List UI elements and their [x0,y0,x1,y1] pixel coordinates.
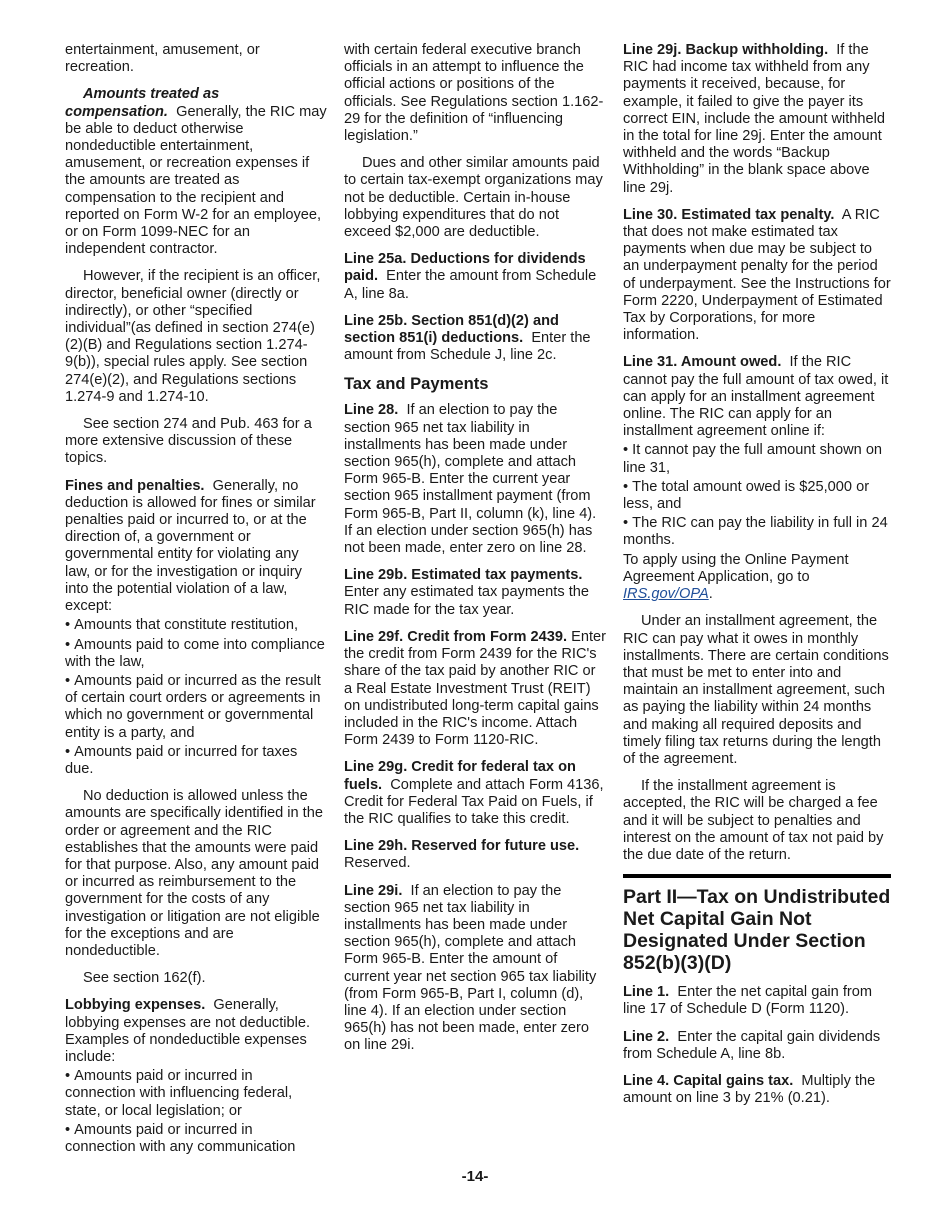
bullet-item: • Amounts that constitute restitution, [65,617,327,634]
line-25a [344,251,606,303]
line-29h-heading: Line 29h. Reserved for future use. [344,838,580,855]
line-28-heading: Line 28. [344,402,399,419]
line-29f [344,629,606,749]
line-25a-body: Enter the amount from Schedule A, line 8a. [344,268,597,302]
fines-heading: Fines and penalties. [65,477,205,494]
amounts-treated-heading: Amounts treated as compensation. [65,86,220,120]
bullet-item: • Amounts paid or incurred in connection with any communication [65,1122,327,1156]
paragraph-however: However, if the recipient is an officer, director, beneficial owner (directly or indirectly), or other “specified individual”(as defined in section 274(e)(2)(B) and Regulations section 1.274-9(b)), special rules apply. See section 274(e)(2), and Regulations sections 1.274-9 and 1.274-10. [65,268,321,405]
bullet-item: • Amounts paid or incurred for taxes due. [65,744,327,778]
amounts-treated-body: Generally, the RIC may be able to deduct otherwise nondeductible entertainment, amusement, or recreation expenses if the amounts are treated as compensation to the recipient and reported on Form W-2 for an employee, or on Form 1099-NEC for an independent contractor. [65,103,327,258]
line-28-body: If an election to pay the section 965 net tax liability in installments has been made under section 965(h), complete and attach Form 965-B. Enter the current year section 965 installment payment (from Form 965-B, Part II, column (k), line 4). If an election under section 965(h) has not been made, enter zero on line 28. [344,402,597,557]
line-29i [344,883,606,1055]
part2-line-4-body: Multiply the amount on line 3 by 21% (0.21). [623,1072,876,1107]
part2-line-1-body: Enter the net capital gain from line 17 of Schedule D (Form 1120). [623,984,873,1018]
part-2-heading: Part II—Tax on Undistributed Net Capital Gain Not Designated Under Section 852(b)(3)(D) [623,886,891,975]
line-25b [344,313,606,365]
line-30 [623,207,891,345]
irs-opa-link[interactable]: IRS.gov/OPA [623,586,709,603]
line-29h [344,838,606,872]
line-29g [344,759,606,828]
line-29f-heading: Line 29f. Credit from Form 2439. [344,628,568,645]
line-29f-body: Enter the credit from Form 2439 for the RIC's share of the tax paid by another RIC or a Real Estate Investment Trust (REIT) on undistributed long-term capital gains included in the RIC's income. Attach Form 2439 to Form 1120-RIC. [344,628,606,749]
amounts-treated-as-compensation [65,86,327,258]
line-25b-body: Enter the amount from Schedule J, line 2c. [344,330,591,364]
line-29g-body: Complete and attach Form 4136, Credit for Federal Tax Paid on Fuels, if the RIC qualifies to take this credit. [344,776,604,827]
line-30-heading: Line 30. Estimated tax penalty. [623,206,835,223]
line-29b [344,567,606,619]
paragraph-see-162: See section 162(f). [83,970,206,987]
fines-body: Generally, no deduction is allowed for fines or similar penalties paid or incurred to, or at the direction of, a government or governmental entity for violating any law, or for the investigation or inquiry into the potential violation of a law, except: [65,477,316,615]
part2-line-2 [623,1029,891,1063]
line-29g-heading: Line 29g. Credit for federal tax on fuels. [344,759,576,793]
line-25b-heading: Line 25b. Section 851(d)(2) and section 851(i) deductions. [344,312,559,347]
section-heading-tax-and-payments: Tax and Payments [344,374,489,394]
page-number: -14- [461,1168,489,1185]
line-28 [344,402,606,557]
paragraph-if-accepted: If the installment agreement is accepted, the RIC will be charged a fee and it will be subject to penalties and interest on the amount of tax not paid by the due date of the return. [623,778,884,863]
bullet-item: • Amounts paid to come into compliance with the law, [65,637,327,671]
line-31-body: If the RIC cannot pay the full amount of tax owed, it can apply for an installment agreement online. The RIC can apply for an installment agreement online if: [623,354,889,440]
bullet-item: • It cannot pay the full amount shown on line 31, [623,442,891,476]
line-31 [623,354,891,440]
part2-line-2-body: Enter the capital gain dividends from Schedule A, line 8b. [623,1028,881,1062]
apply-end: . [708,586,713,603]
line-29h-body: Reserved. [344,855,411,872]
paragraph-see-274: See section 274 and Pub. 463 for a more extensive discussion of these topics. [65,416,312,467]
apply-online-paragraph [623,552,891,604]
part2-line-4 [623,1073,891,1107]
column-3 [623,42,891,1117]
fines-and-penalties [65,478,327,616]
paragraph-dues: Dues and other similar amounts paid to certain tax-exempt organizations may not be deductible. Certain in-house lobbying expenditures that do not exceed $2,000 are deductible. [344,155,603,241]
column-2 [344,42,606,1065]
section-rule [623,874,891,878]
bullet-item: • The total amount owed is $25,000 or less, and [623,479,891,513]
paragraph-continued: entertainment, amusement, or recreation. [65,42,260,76]
line-29i-heading: Line 29i. [344,882,403,899]
part2-line-4-heading: Line 4. Capital gains tax. [623,1072,794,1089]
line-29i-body: If an election to pay the section 965 net tax liability in installments has been made under section 965(h), complete and attach Form 965-B. Enter the amount of current year net section 965 tax liability (from Form 965-B, Part I, column (d), line 4). If an election under section 965(h) has not been made, enter zero on line 29i. [344,882,597,1054]
bullet-item: • Amounts paid or incurred as the result of certain court orders or agreements in which no government or governmental entity is a party, and [65,673,327,742]
paragraph-installment: Under an installment agreement, the RIC can pay what it owes in monthly installments. There are certain conditions that must be met to enter into and maintain an installment agreement, such as paying the liability within 24 months and making all required deposits and timely filing tax returns during the length of the agreement. [623,613,889,767]
column-1 [65,42,327,1158]
lobbying-expenses [65,997,327,1066]
part2-line-1 [623,984,891,1018]
apply-text: To apply using the Online Payment Agreement Application, go to [623,551,849,585]
bullet-item: • Amounts paid or incurred in connection with influencing federal, state, or local legislation; or [65,1068,327,1120]
paragraph-no-deduction: No deduction is allowed unless the amounts are specifically identified in the order or agreement and the RIC establishes that the amounts were paid for that purpose. Also, any amount paid or incurred as reimbursement to the government for the costs of any investigation or litigation are not eligible for the exceptions and are nondeductible. [65,788,323,959]
lobbying-heading: Lobbying expenses. [65,997,206,1014]
line-30-body: A RIC that does not make estimated tax payments when due may be subject to an underpayment penalty for the period of underpayment. See the Instructions for Form 2220, Underpayment of Estimated Tax by Corporations, for more information. [623,206,891,344]
line-29j [623,42,891,197]
bullet-item: • The RIC can pay the liability in full in 24 months. [623,515,891,549]
part2-line-1-heading: Line 1. [623,984,670,1001]
line-29j-heading: Line 29j. Backup withholding. [623,42,829,58]
line-29b-body: Enter any estimated tax payments the RIC made for the tax year. [344,584,589,618]
line-29j-body: If the RIC had income tax withheld from any payments it received, because, for example, it failed to give the payer its correct EIN, include the amount withheld in the total for line 29j. Enter the amount withheld and the words “Backup Withholding” in the blank space above line 29j. [623,42,886,196]
part2-line-2-heading: Line 2. [623,1028,670,1045]
lobbying-body: Generally, lobbying expenses are not deductible. Examples of nondeductible expenses include: [65,997,311,1065]
line-29b-heading: Line 29b. Estimated tax payments. [344,567,583,584]
line-31-heading: Line 31. Amount owed. [623,354,782,371]
line-25a-heading: Line 25a. Deductions for dividends paid. [344,251,586,285]
paragraph-continued: with certain federal executive branch officials in an attempt to influence the official actions or positions of the officials. See Regulations section 1.162-29 for the definition of “influencing legislation.” [344,42,604,145]
